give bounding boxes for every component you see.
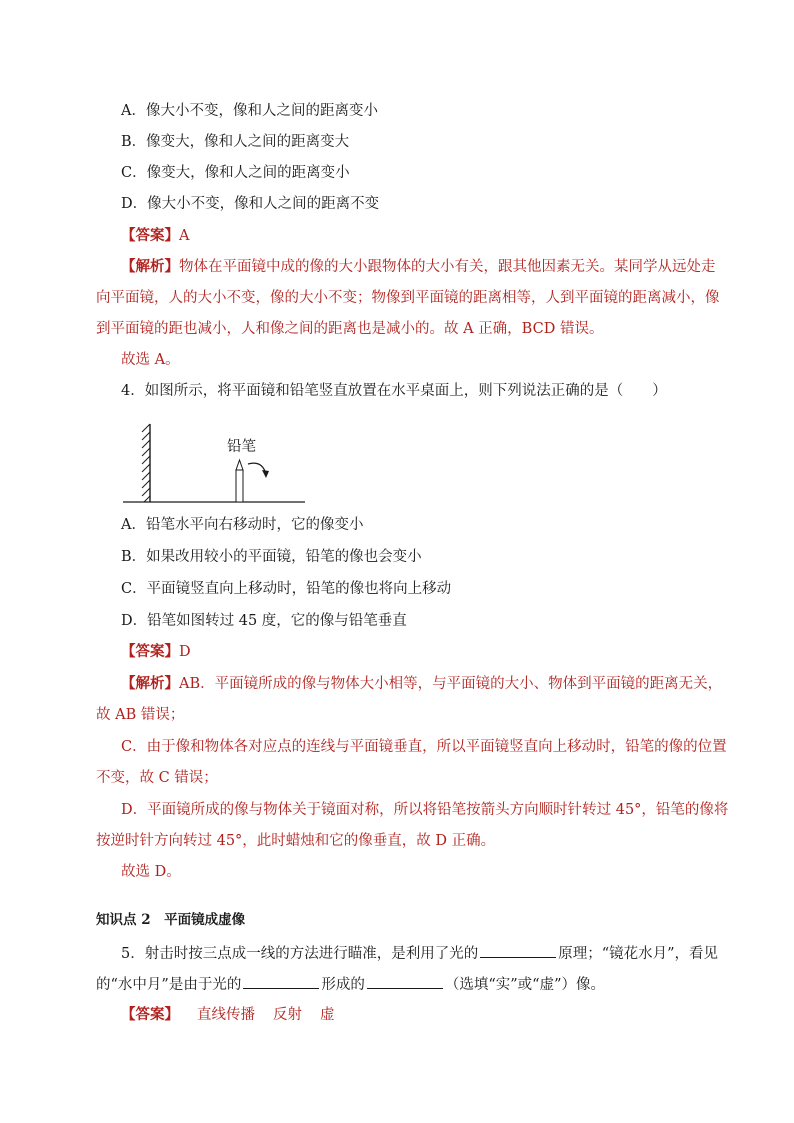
q4-option-a: A．铅笔水平向右移动时，它的像变小 — [121, 517, 364, 533]
mirror-pencil-figure — [120, 422, 310, 508]
q3-answer-line — [121, 226, 189, 246]
q5-answer-tag: 【答案】 — [121, 1006, 179, 1023]
q4-answer: D — [179, 644, 191, 660]
q4-conclusion: 故选 D。 — [121, 864, 181, 880]
q5-answer-1: 直线传播 — [197, 1007, 255, 1023]
q3-analysis-line-1 — [121, 257, 716, 277]
q5-stem-part5: （选填“实”或“虚”）像。 — [444, 977, 605, 993]
q5-answer-line — [121, 1005, 335, 1025]
q5-blank-1[interactable] — [480, 943, 556, 958]
q3-analysis-line-3: 到平面镜的距也减小，人和像之间的距离也是减小的。故 A 正确，BCD 错误。 — [96, 321, 604, 337]
q3-answer: A — [179, 228, 190, 244]
q4-analysis-c-line-2: 不变，故 C 错误； — [96, 770, 218, 786]
q4-analysis-ab-line-2: 故 AB 错误； — [96, 707, 185, 723]
q3-conclusion: 故选 A。 — [121, 352, 180, 368]
pencil-label: 铅笔 — [227, 439, 256, 455]
q4-analysis-d-line-2: 按逆时针方向转过 45°，此时蜡烛和它的像垂直，故 D 正确。 — [96, 833, 496, 849]
q5-stem-line-2 — [96, 974, 605, 995]
q4-analysis-tag: 【解析】 — [121, 675, 179, 692]
q4-analysis-d-line-1: D．平面镜所成的像与物体关于镜面对称，所以将铅笔按箭头方向顺时针转过 45°，铅笔的像将 — [121, 802, 729, 818]
q4-option-b: B．如果改用较小的平面镜，铅笔的像也会变小 — [121, 549, 422, 565]
q3-analysis-tag: 【解析】 — [121, 258, 179, 275]
q3-option-a: A．像大小不变，像和人之间的距离变小 — [121, 103, 378, 119]
q5-answer-3: 虚 — [320, 1007, 335, 1023]
q4-answer-tag: 【答案】 — [121, 643, 179, 660]
q3-option-d: D．像大小不变，像和人之间的距离不变 — [121, 196, 380, 212]
q4-answer-line — [121, 642, 191, 662]
q3-option-c: C．像变大，像和人之间的距离变小 — [121, 165, 350, 181]
q5-stem-part2: 原理；“镜花水月”，看见 — [558, 946, 719, 962]
section-title: 知识点 2 平面镜成虚像 — [96, 912, 246, 928]
q4-option-d: D．铅笔如图转过 45 度，它的像与铅笔垂直 — [121, 613, 407, 629]
q3-analysis-text-1: 物体在平面镜中成的像的大小跟物体的大小有关，跟其他因素无关。某同学从远处走 — [179, 259, 716, 275]
q5-stem-part4: 形成的 — [321, 977, 365, 993]
q4-analysis-c-line-1: C．由于像和物体各对应点的连线与平面镜垂直，所以平面镜竖直向上移动时，铅笔的像的位置 — [121, 739, 727, 755]
q3-answer-tag: 【答案】 — [121, 227, 179, 244]
q5-stem-part3: 的“水中月”是由于光的 — [96, 977, 242, 993]
q4-option-c: C．平面镜竖直向上移动时，铅笔的像也将向上移动 — [121, 581, 452, 597]
q4-analysis-ab-line-1 — [121, 674, 722, 694]
q5-stem-part1: 5．射击时按三点成一线的方法进行瞄准，是利用了光的 — [121, 946, 479, 962]
q4-stem: 4．如图所示，将平面镜和铅笔竖直放置在水平桌面上，则下列说法正确的是（ ） — [121, 383, 667, 399]
q5-blank-3[interactable] — [367, 974, 443, 989]
q3-analysis-line-2: 向平面镜，人的大小不变，像的大小不变；物像到平面镜的距离相等，人到平面镜的距离减小，像 — [96, 290, 720, 306]
q4-analysis-ab-text-1: AB．平面镜所成的像与物体大小相等，与平面镜的大小、物体到平面镜的距离无关， — [179, 676, 723, 692]
q5-stem-line-1 — [121, 943, 718, 964]
q5-blank-2[interactable] — [243, 974, 319, 989]
q3-option-b: B．像变大，像和人之间的距离变大 — [121, 134, 350, 150]
q5-answer-2: 反射 — [273, 1007, 302, 1023]
